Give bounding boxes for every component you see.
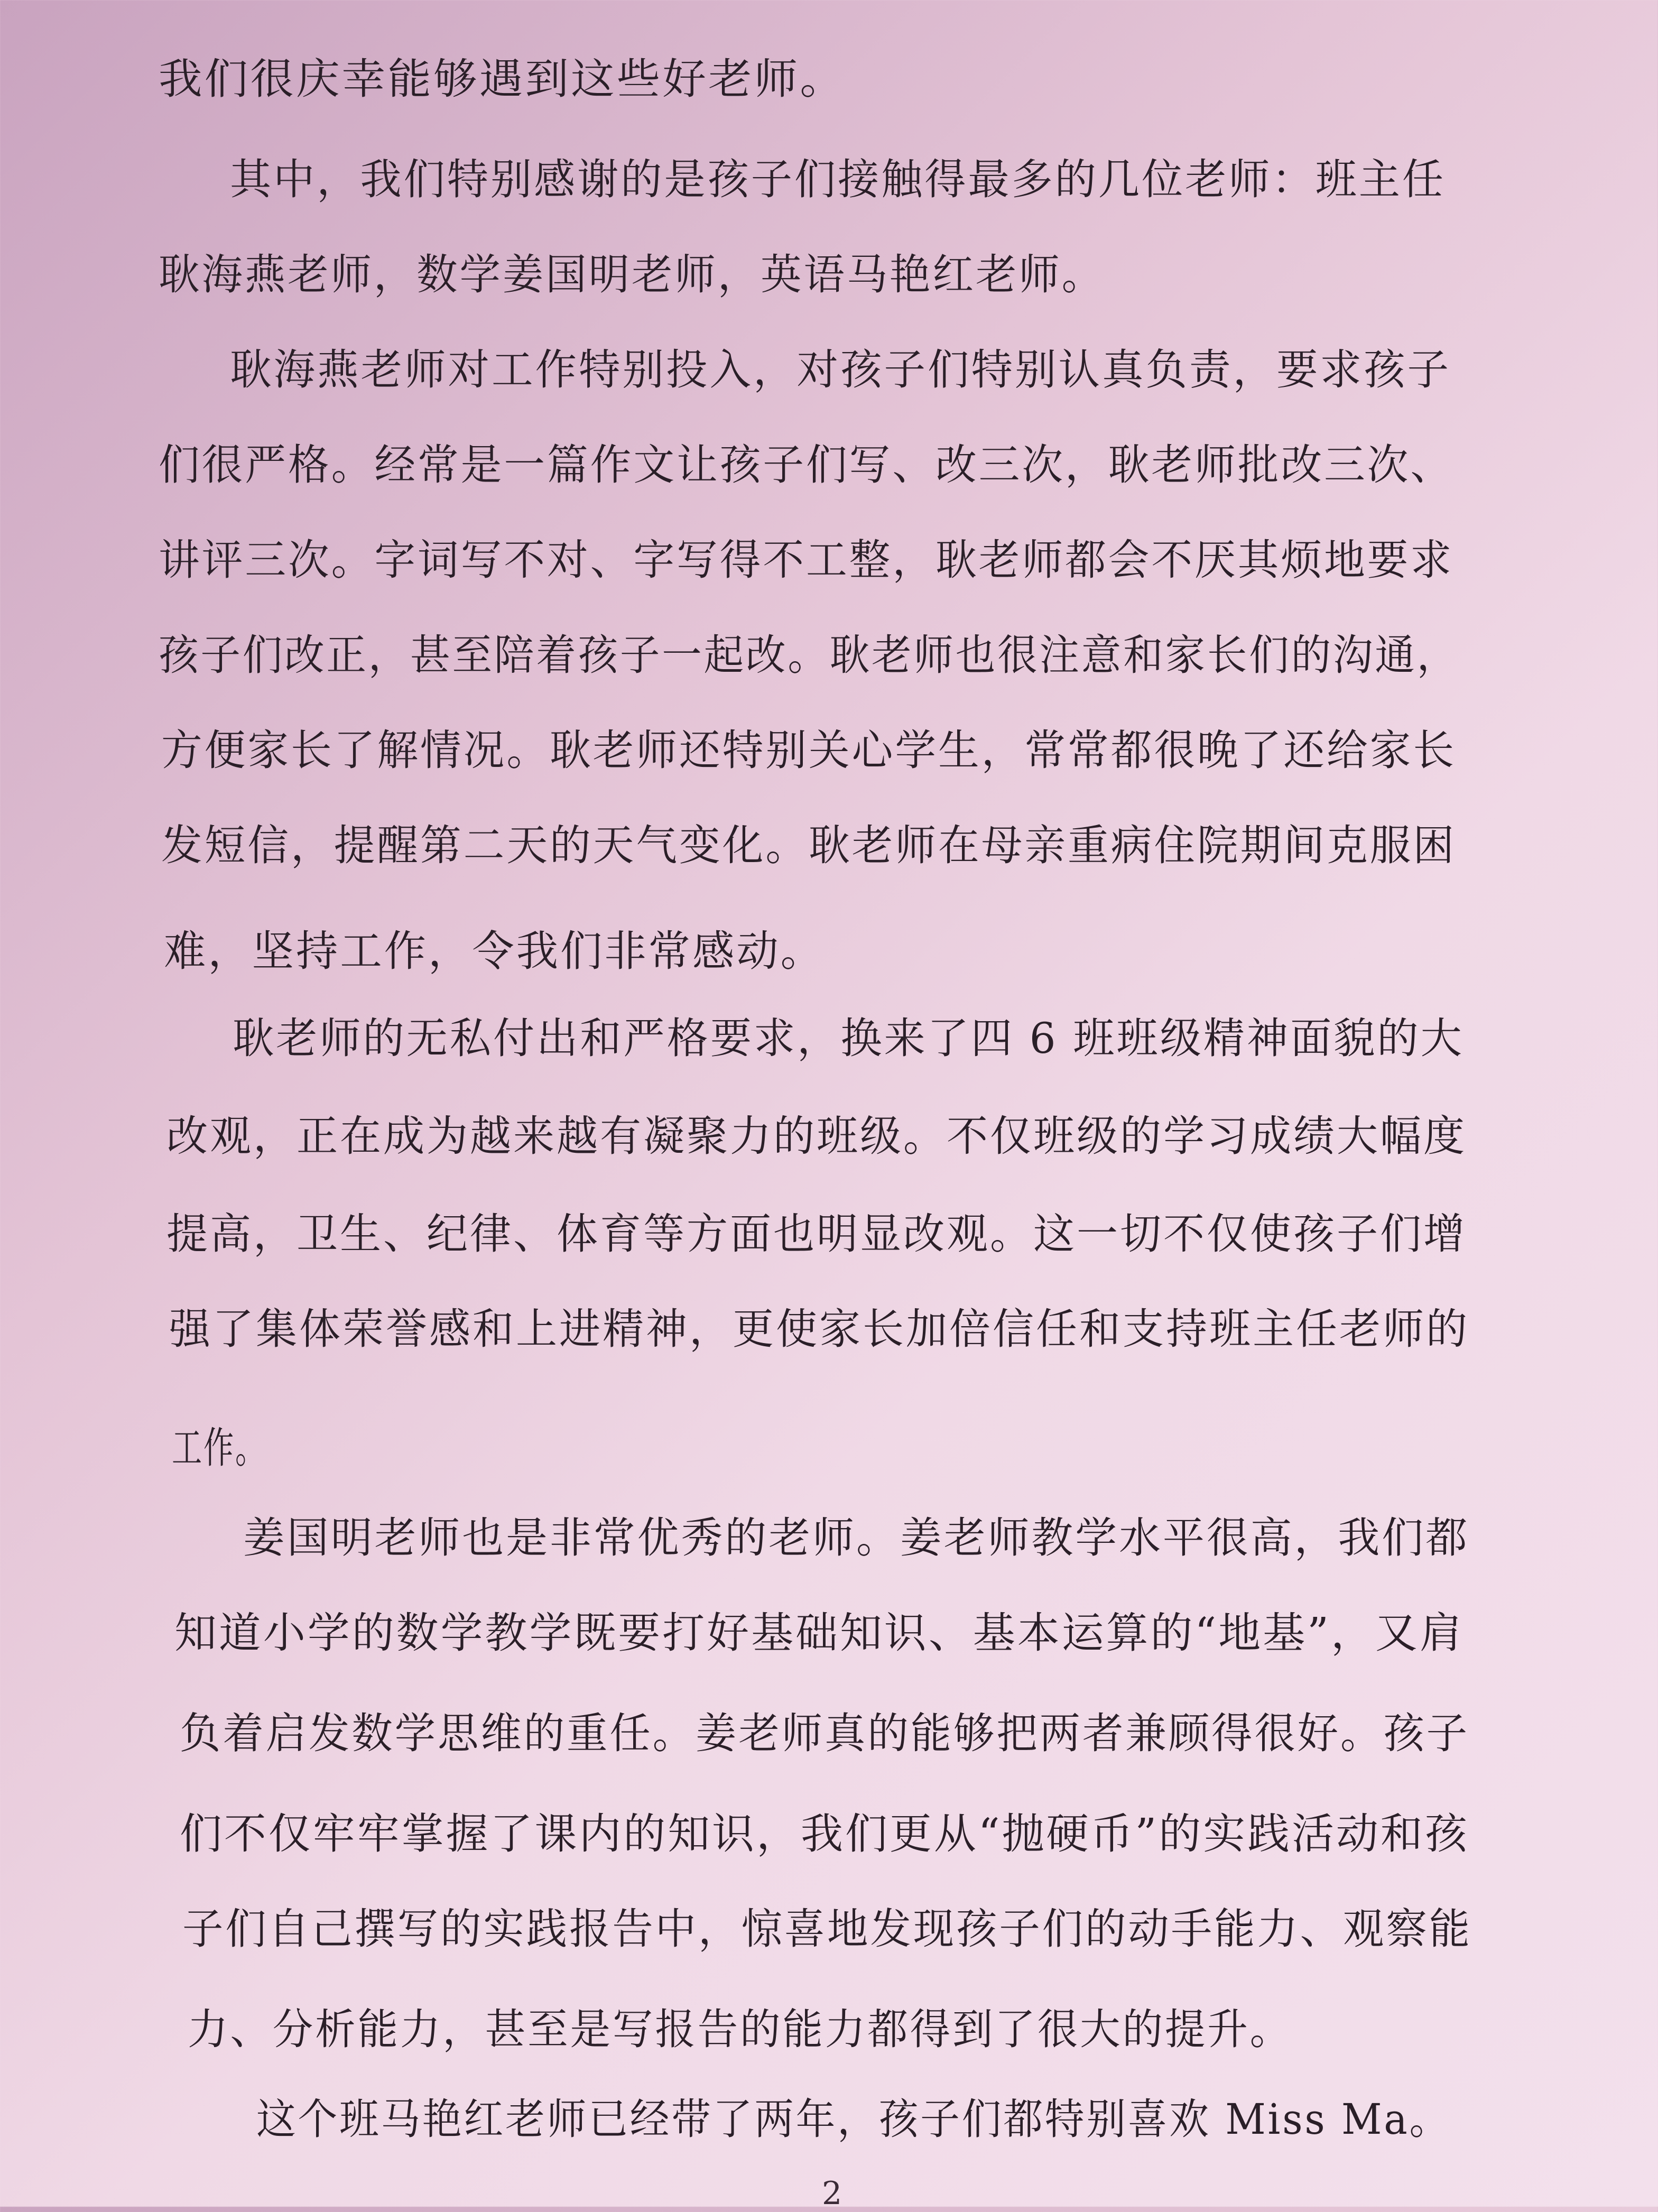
- text-line: 我们很庆幸能够遇到这些好老师。: [159, 54, 846, 104]
- text-line: 提高，卫生、纪律、体育等方面也明显改观。这一切不仅使孩子们增: [166, 1209, 1467, 1258]
- text-line: 发短信，提醒第二天的天气变化。耿老师在母亲重病住院期间克服困: [161, 821, 1456, 870]
- text-line: 难，坚持工作，令我们非常感动。: [164, 927, 825, 976]
- text-line: 孩子们改正，甚至陪着孩子一起改。耿老师也很注意和家长们的沟通，: [159, 631, 1459, 680]
- text-line: 子们自己撰写的实践报告中，惊喜地发现孩子们的动手能力、观察能: [182, 1904, 1472, 1954]
- text-line: 方便家长了解情况。耿老师还特别关心学生，常常都很晚了还给家长: [161, 726, 1456, 775]
- text-line: 知道小学的数学教学既要打好基础知识、基本运算的“地基”，又肩: [174, 1608, 1464, 1658]
- text-line: 耿海燕老师对工作特别投入，对孩子们特别认真负责，要求孩子: [230, 345, 1451, 394]
- text-line: 强了集体荣誉感和上进精神，更使家长加倍信任和支持班主任老师的: [169, 1304, 1469, 1354]
- text-line: 改观，正在成为越来越有凝聚力的班级。不仅班级的学习成绩大幅度: [166, 1112, 1467, 1161]
- text-line: 工作。: [172, 1423, 267, 1473]
- text-line: 们不仅牢牢掌握了课内的知识，我们更从“抛硬币”的实践活动和孩: [180, 1809, 1469, 1858]
- text-line: 这个班马艳红老师已经带了两年，孩子们都特别喜欢 Miss Ma。: [256, 2095, 1451, 2144]
- text-line: 耿海燕老师，数学姜国明老师，英语马艳红老师。: [159, 250, 1105, 299]
- text-line: 其中，我们特别感谢的是孩子们接触得最多的几位老师：班主任: [230, 155, 1446, 204]
- text-line: 姜国明老师也是非常优秀的老师。姜老师教学水平很高，我们都: [243, 1513, 1469, 1562]
- page-number: 2: [822, 2175, 842, 2212]
- text-line: 们很严格。经常是一篇作文让孩子们写、改三次，耿老师批改三次、: [159, 440, 1453, 489]
- text-line: 讲评三次。字词写不对、字写得不工整，耿老师都会不厌其烦地要求: [159, 535, 1453, 585]
- text-line: 负着启发数学思维的重任。姜老师真的能够把两者兼顾得很好。孩子: [180, 1709, 1469, 1758]
- text-line: 力、分析能力，甚至是写报告的能力都得到了很大的提升。: [188, 2005, 1292, 2054]
- text-line: 耿老师的无私付出和严格要求，换来了四 6 班班级精神面貌的大: [233, 1014, 1464, 1063]
